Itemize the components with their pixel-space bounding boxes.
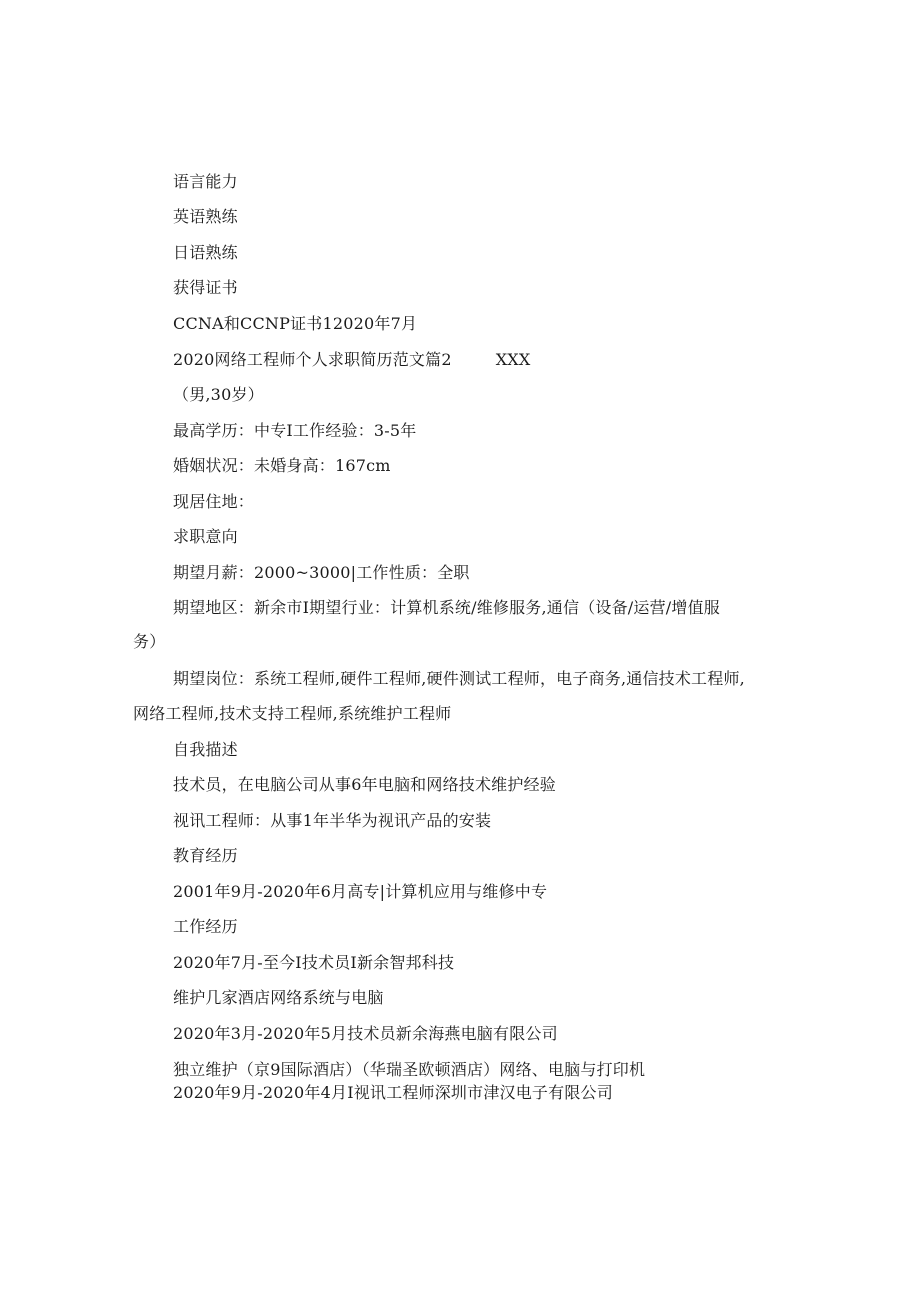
text-certificate-detail: CCNA和CCNP证书12020年7月 <box>173 314 418 333</box>
text-resume-title <box>173 350 530 370</box>
candidate-name: XXX <box>495 350 531 369</box>
text-education-entry: 2001年9月-2020年6月高专|计算机应用与维修中专 <box>173 882 548 901</box>
text-japanese-proficient: 日语熟练 <box>173 243 238 262</box>
heading-job-intention: 求职意向 <box>173 527 238 546</box>
text-gender-age: （男,30岁） <box>173 385 264 404</box>
text-self-desc-1: 技术员，在电脑公司从事6年电脑和网络技术维护经验 <box>173 775 556 794</box>
heading-certificates: 获得证书 <box>173 278 238 297</box>
text-desired-positions-cont: 网络工程师,技术支持工程师,系统维护工程师 <box>133 704 452 723</box>
text-region-industry: 期望地区：新余市I期望行业：计算机系统/维修服务,通信（设备/运营/增值服 <box>173 598 720 617</box>
text-self-desc-2: 视讯工程师：从事1年半华为视讯产品的安装 <box>173 811 492 830</box>
text-english-proficient: 英语熟练 <box>173 207 238 226</box>
text-work-entry-3: 2020年9月-2020年4月I视讯工程师深圳市津汉电子有限公司 <box>173 1083 613 1102</box>
heading-education: 教育经历 <box>173 846 238 865</box>
text-salary-jobtype: 期望月薪：2000~3000|工作性质：全职 <box>173 563 470 582</box>
text-desired-positions: 期望岗位：系统工程师,硬件工程师,硬件测试工程师，电子商务,通信技术工程师, <box>173 669 745 688</box>
text-education-experience: 最高学历：中专I工作经验：3-5年 <box>173 421 417 440</box>
text-work-entry-1-desc: 维护几家酒店网络系统与电脑 <box>173 988 384 1007</box>
heading-work-history: 工作经历 <box>173 917 238 936</box>
text-region-industry-cont: 务） <box>133 632 166 651</box>
text-work-entry-2: 2020年3月-2020年5月技术员新余海燕电脑有限公司 <box>173 1024 558 1043</box>
heading-self-description: 自我描述 <box>173 740 238 759</box>
text-marital-height: 婚姻状况：未婚身高：167cm <box>173 456 391 475</box>
text-work-entry-1: 2020年7月-至今I技术员I新余智邦科技 <box>173 953 455 972</box>
heading-language-skills: 语言能力 <box>173 172 238 191</box>
text-residence: 现居住地： <box>173 492 255 511</box>
resume-title: 2020网络工程师个人求职简历范文篇2 <box>173 350 452 369</box>
text-work-entry-2-desc: 独立维护（京9国际酒店）（华瑞圣欧顿酒店）网络、电脑与打印机 <box>173 1060 646 1079</box>
